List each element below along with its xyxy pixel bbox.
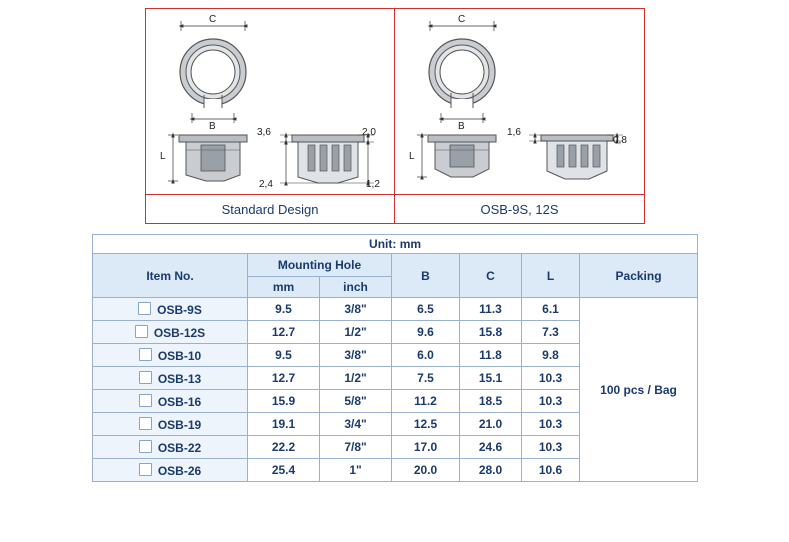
header-mm: mm bbox=[248, 277, 320, 298]
cell-mm: 22.2 bbox=[248, 436, 320, 459]
cell-b: 7.5 bbox=[392, 367, 460, 390]
header-l: L bbox=[522, 254, 580, 298]
cell-l: 6.1 bbox=[522, 298, 580, 321]
cell-c: 24.6 bbox=[460, 436, 522, 459]
item-cell[interactable] bbox=[93, 413, 248, 436]
table-row[interactable] bbox=[93, 298, 698, 321]
unit-note-row bbox=[93, 235, 698, 254]
cell-l: 7.3 bbox=[522, 321, 580, 344]
item-cell[interactable] bbox=[93, 367, 248, 390]
dim-label-l: L bbox=[409, 151, 415, 162]
item-label: OSB-10 bbox=[157, 348, 202, 363]
diagram-panel bbox=[145, 8, 645, 224]
header-c: C bbox=[460, 254, 522, 298]
row-checkbox[interactable] bbox=[139, 440, 152, 453]
item-label: OSB-26 bbox=[157, 463, 202, 478]
dim-label-l: L bbox=[160, 151, 166, 162]
cell-c: 21.0 bbox=[460, 413, 522, 436]
cell-mm: 9.5 bbox=[248, 298, 320, 321]
spec-table-container bbox=[92, 234, 697, 482]
cell-packing: 100 pcs / Bag bbox=[580, 298, 698, 482]
header-row-1 bbox=[93, 254, 698, 277]
osb-9s-12s-drawing bbox=[395, 9, 645, 195]
cell-mm: 19.1 bbox=[248, 413, 320, 436]
item-cell[interactable] bbox=[93, 436, 248, 459]
unit-note: Unit: mm bbox=[93, 235, 698, 254]
dim-label-b: B bbox=[209, 121, 216, 132]
cell-mm: 9.5 bbox=[248, 344, 320, 367]
cell-mm: 12.7 bbox=[248, 367, 320, 390]
cell-inch: 7/8" bbox=[320, 436, 392, 459]
dim-label-c: C bbox=[209, 14, 217, 25]
header-mounting-hole: Mounting Hole bbox=[248, 254, 392, 277]
dim-label-c: C bbox=[458, 14, 466, 25]
cell-c: 11.8 bbox=[460, 344, 522, 367]
dim-label-3-6: 3,6 bbox=[257, 127, 271, 138]
item-label: OSB-13 bbox=[157, 371, 202, 386]
dim-label-1-6: 1,6 bbox=[507, 127, 521, 138]
cell-l: 10.3 bbox=[522, 436, 580, 459]
cell-l: 10.6 bbox=[522, 459, 580, 482]
row-checkbox[interactable] bbox=[138, 302, 151, 315]
caption-divider bbox=[146, 194, 394, 195]
caption-divider bbox=[395, 194, 644, 195]
cell-c: 18.5 bbox=[460, 390, 522, 413]
cell-inch: 1/2" bbox=[320, 321, 392, 344]
cell-inch: 3/8" bbox=[320, 344, 392, 367]
cell-b: 9.6 bbox=[392, 321, 460, 344]
cell-b: 6.5 bbox=[392, 298, 460, 321]
spec-table bbox=[92, 234, 698, 482]
header-packing: Packing bbox=[580, 254, 698, 298]
header-b: B bbox=[392, 254, 460, 298]
item-label: OSB-12S bbox=[153, 325, 206, 340]
row-checkbox[interactable] bbox=[139, 394, 152, 407]
item-cell[interactable] bbox=[93, 390, 248, 413]
item-cell[interactable] bbox=[93, 298, 248, 321]
cell-mm: 15.9 bbox=[248, 390, 320, 413]
dim-label-1-2: 1,2 bbox=[366, 179, 380, 190]
cell-mm: 12.7 bbox=[248, 321, 320, 344]
cell-mm: 25.4 bbox=[248, 459, 320, 482]
cell-inch: 3/4" bbox=[320, 413, 392, 436]
cell-l: 9.8 bbox=[522, 344, 580, 367]
row-checkbox[interactable] bbox=[135, 325, 148, 338]
row-checkbox[interactable] bbox=[139, 371, 152, 384]
cell-l: 10.3 bbox=[522, 390, 580, 413]
header-item-no: Item No. bbox=[93, 254, 248, 298]
diagram-caption-standard: Standard Design bbox=[221, 202, 319, 217]
cell-b: 20.0 bbox=[392, 459, 460, 482]
cell-c: 15.1 bbox=[460, 367, 522, 390]
cell-c: 11.3 bbox=[460, 298, 522, 321]
cell-inch: 1" bbox=[320, 459, 392, 482]
dim-label-b: B bbox=[458, 121, 465, 132]
cell-b: 11.2 bbox=[392, 390, 460, 413]
row-checkbox[interactable] bbox=[139, 463, 152, 476]
dim-label-0-8: 0,8 bbox=[613, 135, 627, 146]
cell-inch: 5/8" bbox=[320, 390, 392, 413]
row-checkbox[interactable] bbox=[139, 348, 152, 361]
cell-c: 15.8 bbox=[460, 321, 522, 344]
standard-design-drawing bbox=[146, 9, 396, 195]
diagram-standard-design bbox=[145, 8, 395, 224]
diagram-osb-9s-12s bbox=[395, 8, 645, 224]
cell-b: 12.5 bbox=[392, 413, 460, 436]
dim-label-2-0: 2,0 bbox=[362, 127, 376, 138]
item-label: OSB-19 bbox=[157, 417, 202, 432]
item-label: OSB-9S bbox=[157, 302, 202, 317]
cell-l: 10.3 bbox=[522, 413, 580, 436]
cell-inch: 3/8" bbox=[320, 298, 392, 321]
cell-inch: 1/2" bbox=[320, 367, 392, 390]
header-inch: inch bbox=[320, 277, 392, 298]
cell-c: 28.0 bbox=[460, 459, 522, 482]
item-label: OSB-16 bbox=[157, 394, 202, 409]
cell-l: 10.3 bbox=[522, 367, 580, 390]
item-cell[interactable] bbox=[93, 344, 248, 367]
item-cell[interactable] bbox=[93, 321, 248, 344]
cell-b: 6.0 bbox=[392, 344, 460, 367]
item-label: OSB-22 bbox=[157, 440, 202, 455]
cell-b: 17.0 bbox=[392, 436, 460, 459]
dim-label-2-4: 2,4 bbox=[259, 179, 273, 190]
item-cell[interactable] bbox=[93, 459, 248, 482]
row-checkbox[interactable] bbox=[139, 417, 152, 430]
diagram-caption-osb: OSB-9S, 12S bbox=[480, 202, 559, 217]
